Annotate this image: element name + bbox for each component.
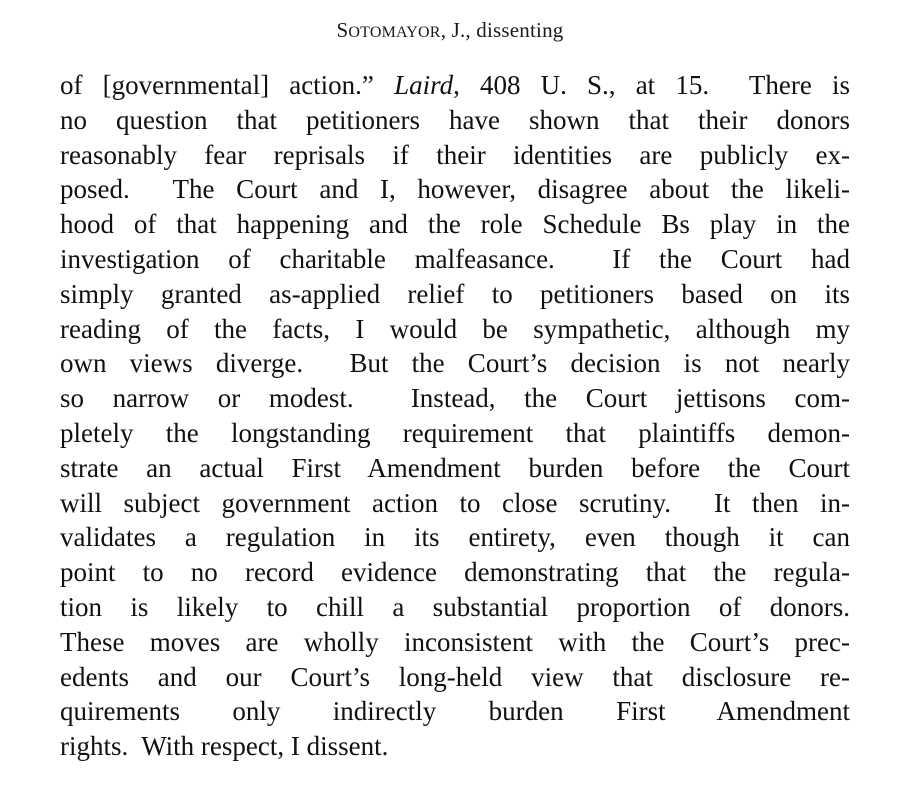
text-line: point to no record evidence demonstrating that the regula- <box>60 557 850 588</box>
text-line: pletely the longstanding requirement that plaintiffs demon- <box>60 417 850 448</box>
text-line: rights. With respect, I dissent. <box>60 731 389 762</box>
first-line-trail: , 408 U. S., at 15. There is <box>453 70 850 100</box>
text-line: These moves are wholly inconsistent with the Court’s prec- <box>60 626 850 657</box>
text-line: validates a regulation in its entirety, even though it can <box>60 522 850 553</box>
text-line: reading of the facts, I would be sympathetic, although my <box>60 313 850 344</box>
text-line: own views diverge. But the Court’s decision is not nearly <box>60 348 850 379</box>
text-line: reasonably fear reprisals if their identities are publicly ex- <box>60 139 850 170</box>
text-line: investigation of charitable malfeasance. If the Court had <box>60 243 850 274</box>
header-author-name: OTOMAYOR <box>348 24 441 41</box>
text-line: strate an actual First Amendment burden before the Court <box>60 452 850 483</box>
text-line: no question that petitioners have shown that their donors <box>60 104 850 135</box>
text-line: hood of that happening and the role Schedule Bs play in the <box>60 209 850 240</box>
text-line: tion is likely to chill a substantial proportion of donors. <box>60 591 850 622</box>
case-citation-name: Laird <box>394 70 454 100</box>
first-line-lead: of [governmental] action.” <box>60 70 395 100</box>
text-line <box>60 68 850 103</box>
running-header <box>0 18 900 43</box>
text-line: so narrow or modest. Instead, the Court jettisons com- <box>60 383 850 414</box>
text-line: edents and our Court’s long-held view that disclosure re- <box>60 661 850 692</box>
text-line: will subject government action to close scrutiny. It then in- <box>60 487 850 518</box>
text-line: simply granted as-applied relief to petitioners based on its <box>60 278 850 309</box>
header-author-initial: S <box>336 18 349 42</box>
text-line: posed. The Court and I, however, disagree about the likeli- <box>60 174 850 205</box>
text-line: quirements only indirectly burden First Amendment <box>60 696 850 727</box>
header-suffix: , J., dissenting <box>440 18 564 42</box>
opinion-paragraph <box>60 68 850 764</box>
